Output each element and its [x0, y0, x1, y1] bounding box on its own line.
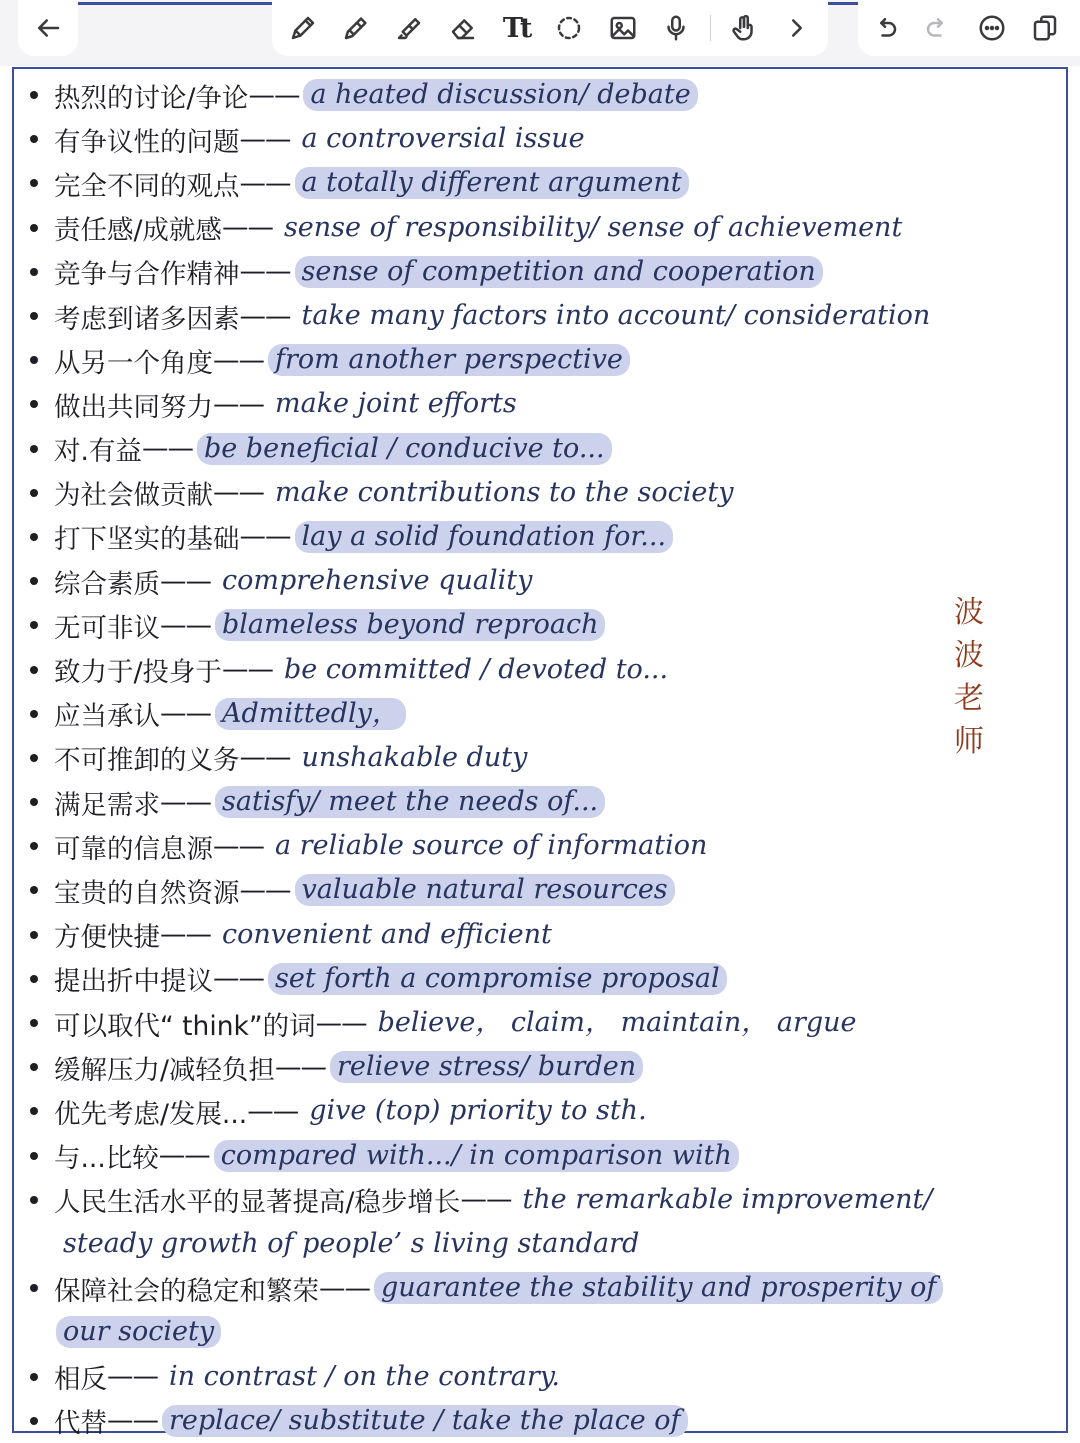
em-dash: ——: [213, 344, 264, 376]
em-dash: ——: [160, 565, 211, 597]
list-item: [28, 1266, 1058, 1310]
pages-icon[interactable]: [1025, 8, 1065, 48]
note-page[interactable]: [12, 67, 1068, 1440]
page-edge-line: [828, 2, 858, 5]
microphone-icon[interactable]: [656, 8, 696, 48]
list-item: [28, 736, 1058, 780]
list-item: [28, 957, 1058, 1001]
bullet-dot: [30, 489, 38, 497]
english-phrase-highlighted: blameless beyond reproach: [215, 609, 605, 641]
pen-icon[interactable]: [283, 8, 323, 48]
list-item: [28, 338, 1058, 382]
list-item: [28, 1354, 1058, 1398]
english-phrase: make joint efforts: [275, 388, 517, 420]
bullet-dot: [30, 179, 38, 187]
bullet-dot: [30, 356, 38, 364]
list-item: [28, 250, 1058, 294]
list-item-continuation: [28, 1310, 1058, 1354]
em-dash: ——: [213, 388, 264, 420]
bullet-dot: [30, 445, 38, 453]
author-signature: 波波老师: [954, 595, 984, 759]
bullet-dot: [30, 1196, 38, 1204]
chinese-term: 打下坚实的基础: [54, 524, 240, 556]
chinese-term: 有争议性的问题: [54, 126, 240, 158]
chinese-term: 提出折中提议: [54, 966, 213, 998]
action-group: [858, 0, 1080, 56]
bullet-dot: [30, 1417, 38, 1425]
bullet-dot: [30, 224, 38, 232]
bullet-dot: [30, 1284, 38, 1292]
em-dash: ——: [239, 521, 291, 553]
em-dash: ——: [239, 874, 291, 906]
bullet-dot: [30, 312, 38, 320]
list-item: [28, 73, 1058, 117]
em-dash: ——: [141, 433, 193, 465]
english-phrase: sense of responsibility/ sense of achievement: [283, 211, 903, 243]
english-phrase-highlighted: a heated discussion/ debate: [303, 79, 697, 111]
chinese-term: 不可推卸的义务: [54, 745, 240, 777]
chinese-term: 热烈的讨论/争论: [54, 82, 249, 114]
em-dash: ——: [160, 919, 211, 951]
em-dash: ——: [239, 123, 291, 155]
english-phrase: comprehensive quality: [222, 565, 533, 597]
pencil-icon[interactable]: [336, 8, 376, 48]
english-phrase-highlighted: valuable natural resources: [295, 874, 675, 906]
english-phrase: take many factors into account/ consideration: [301, 300, 931, 332]
chinese-term: 完全不同的观点: [54, 170, 240, 202]
list-item: [28, 382, 1058, 426]
english-phrase-highlighted: Admittedly，: [215, 698, 406, 730]
arrow-left-icon[interactable]: [28, 8, 68, 48]
chinese-term: 代替: [54, 1408, 107, 1440]
english-phrase: steady growth of people’ s living standard: [63, 1227, 640, 1259]
list-item: [28, 559, 1058, 603]
english-phrase-highlighted: replace/ substitute / take the place of: [162, 1405, 688, 1437]
chinese-term: 考虑到诸多因素: [54, 303, 240, 335]
em-dash: ——: [213, 963, 264, 995]
chinese-term: 可靠的信息源: [54, 833, 213, 865]
text-tool-icon[interactable]: Tt: [502, 12, 530, 44]
chinese-term: 对.有益: [54, 436, 142, 468]
bullet-dot: [30, 91, 38, 99]
english-phrase-highlighted: lay a solid foundation for...: [295, 521, 674, 553]
em-dash: ——: [160, 609, 211, 641]
list-item: [28, 206, 1058, 250]
english-phrase: in contrast / on the contrary.: [169, 1360, 560, 1392]
em-dash: ——: [239, 300, 291, 332]
chinese-term: 人民生活水平的显著提高/稳步增长: [54, 1187, 461, 1219]
list-item: [28, 1089, 1058, 1133]
bullet-dot: [30, 400, 38, 408]
em-dash: ——: [248, 79, 300, 111]
bullet-dot: [30, 886, 38, 894]
english-phrase-highlighted: a totally different argument: [295, 167, 689, 199]
em-dash: ——: [274, 1051, 326, 1083]
em-dash: ——: [247, 1095, 299, 1127]
english-phrase: make contributions to the society: [275, 476, 734, 508]
chinese-term: 相反: [54, 1364, 107, 1396]
list-item-continuation: [28, 1222, 1058, 1266]
list-item: [28, 1178, 1058, 1222]
bullet-dot: [30, 1019, 38, 1027]
english-phrase: the remarkable improvement/: [522, 1183, 933, 1215]
em-dash: ——: [460, 1184, 512, 1216]
more-icon[interactable]: [972, 8, 1012, 48]
list-item: [28, 780, 1058, 824]
list-item: [28, 1399, 1058, 1443]
bullet-dot: [30, 1373, 38, 1381]
bullet-dot: [30, 842, 38, 850]
chinese-term: 竞争与合作精神: [54, 259, 240, 291]
list-item: [28, 117, 1058, 161]
bullet-dot: [30, 975, 38, 983]
list-item: [28, 515, 1058, 559]
em-dash: ——: [315, 1007, 367, 1039]
chinese-term: 为社会做贡献: [54, 480, 213, 512]
list-item: [28, 1134, 1058, 1178]
chinese-term: 从另一个角度: [54, 347, 213, 379]
english-phrase: be committed / devoted to...: [283, 653, 669, 685]
chinese-term: 责任感/成就感: [54, 215, 222, 247]
chinese-term: 无可非议: [54, 612, 160, 644]
em-dash: ——: [221, 654, 273, 686]
english-phrase-highlighted: compared with.../ in comparison with: [214, 1140, 739, 1172]
em-dash: ——: [239, 167, 291, 199]
english-phrase: unshakable duty: [301, 741, 528, 773]
list-item: [28, 471, 1058, 515]
bullet-dot: [30, 268, 38, 276]
phrase-list: [28, 73, 1058, 1443]
toolbar-divider: [710, 15, 711, 41]
em-dash: ——: [221, 212, 273, 244]
chinese-term: 做出共同努力: [54, 391, 213, 423]
list-item: [28, 603, 1058, 647]
list-item: [28, 647, 1058, 691]
em-dash: ——: [107, 1405, 158, 1437]
bullet-dot: [30, 666, 38, 674]
chinese-term: 致力于/投身于: [54, 657, 222, 689]
em-dash: ——: [107, 1361, 158, 1393]
bullet-dot: [30, 621, 38, 629]
english-phrase-highlighted: sense of competition and cooperation: [295, 256, 823, 288]
chinese-term: 可以取代“ think”的词: [54, 1010, 316, 1042]
list-item: [28, 913, 1058, 957]
image-icon[interactable]: [603, 8, 643, 48]
chinese-term: 方便快捷: [54, 922, 160, 954]
english-phrase: a controversial issue: [301, 123, 585, 155]
english-phrase-highlighted: be beneficial / conducive to...: [197, 433, 612, 465]
bullet-dot: [30, 1152, 38, 1160]
bullet-dot: [30, 754, 38, 762]
bullet-dot: [30, 798, 38, 806]
lasso-icon[interactable]: [549, 8, 589, 48]
chinese-term: 综合素质: [54, 568, 160, 600]
em-dash: ——: [160, 698, 211, 730]
chinese-term: 优先考虑/发展...: [54, 1098, 248, 1130]
tool-palette: [272, 0, 828, 56]
redo-icon[interactable]: [918, 8, 958, 48]
list-item: [28, 161, 1058, 205]
back-group: [18, 0, 78, 56]
list-item: [28, 427, 1058, 471]
english-phrase-highlighted: from another perspective: [268, 344, 630, 376]
undo-icon[interactable]: [865, 8, 905, 48]
chinese-term: 宝贵的自然资源: [54, 877, 240, 909]
english-phrase: give (top) priority to sth.: [309, 1095, 647, 1127]
em-dash: ——: [239, 742, 291, 774]
english-phrase-highlighted: our society: [56, 1316, 221, 1348]
em-dash: ——: [160, 786, 211, 818]
list-item: [28, 1045, 1058, 1089]
chinese-term: 保障社会的稳定和繁荣: [54, 1275, 319, 1307]
bullet-dot: [30, 577, 38, 585]
english-phrase: a reliable source of information: [275, 830, 708, 862]
list-item: [28, 1001, 1058, 1045]
list-item: [28, 294, 1058, 338]
chinese-term: 满足需求: [54, 789, 160, 821]
bullet-dot: [30, 931, 38, 939]
bullet-dot: [30, 135, 38, 143]
list-item: [28, 868, 1058, 912]
em-dash: ——: [158, 1140, 210, 1172]
highlighter-icon[interactable]: [389, 8, 429, 48]
chinese-term: 应当承认: [54, 701, 160, 733]
english-phrase-highlighted: guarantee the stability and prosperity of: [374, 1272, 943, 1304]
bullet-dot: [30, 1063, 38, 1071]
em-dash: ——: [239, 256, 291, 288]
hand-pointer-icon[interactable]: [724, 8, 764, 48]
em-dash: ——: [213, 477, 264, 509]
em-dash: ——: [319, 1272, 370, 1304]
english-phrase: convenient and efficient: [222, 918, 552, 950]
list-item: [28, 824, 1058, 868]
english-phrase: believe， claim， maintain， argue: [377, 1007, 857, 1039]
em-dash: ——: [213, 830, 264, 862]
eraser-icon[interactable]: [443, 8, 483, 48]
chinese-term: 与...比较: [54, 1143, 159, 1175]
bullet-dot: [30, 533, 38, 541]
bullet-dot: [30, 710, 38, 718]
chinese-term: 缓解压力/减轻负担: [54, 1054, 275, 1086]
toolbar: [0, 0, 1080, 66]
english-phrase-highlighted: relieve stress/ burden: [330, 1051, 643, 1083]
bullet-dot: [30, 1107, 38, 1115]
english-phrase-highlighted: satisfy/ meet the needs of...: [215, 786, 605, 818]
chevron-right-icon[interactable]: [777, 8, 817, 48]
page-edge-line: [78, 2, 272, 5]
english-phrase-highlighted: set forth a compromise proposal: [268, 963, 727, 995]
list-item: [28, 692, 1058, 736]
